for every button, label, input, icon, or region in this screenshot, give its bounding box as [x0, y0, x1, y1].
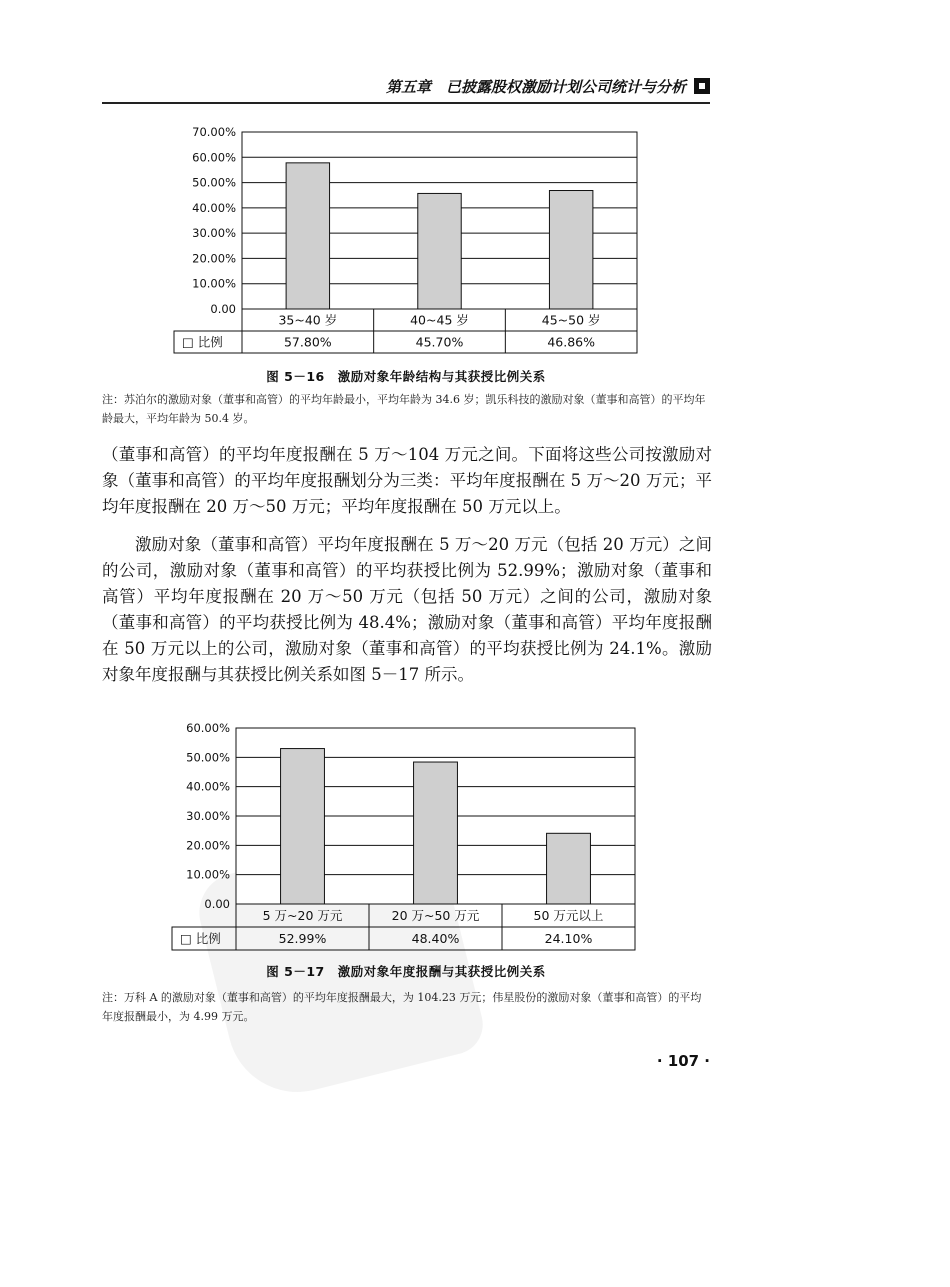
category-label: 40~45 岁	[410, 312, 469, 328]
bar	[281, 749, 325, 904]
data-label: 24.10%	[544, 931, 593, 946]
y-tick-label: 20.00%	[186, 838, 230, 853]
y-tick-label: 40.00%	[192, 200, 236, 215]
bar	[547, 833, 591, 904]
y-tick-label: 60.00%	[192, 150, 236, 165]
bar	[414, 762, 458, 904]
data-label: 45.70%	[415, 334, 464, 350]
legend-label: □ 比例	[182, 334, 223, 350]
data-label: 48.40%	[411, 931, 460, 946]
category-label: 5 万~20 万元	[262, 908, 343, 923]
figure-5-16-note: 注：苏泊尔的激励对象（董事和高管）的平均年龄最小，平均年龄为 34.6 岁；凯乐科技的激励对象（董事和高管）的平均年龄最大，平均年龄为 50.4 岁。	[102, 393, 706, 425]
bar	[549, 191, 592, 309]
y-tick-label: 30.00%	[192, 226, 236, 241]
category-label: 20 万~50 万元	[391, 908, 480, 923]
y-tick-label: 20.00%	[192, 251, 236, 266]
y-tick-label: 40.00%	[186, 779, 230, 794]
category-label: 35~40 岁	[278, 312, 338, 328]
y-tick-label: 70.00%	[192, 125, 236, 139]
chapter-header	[102, 74, 710, 104]
figure-5-16-caption: 图 5－16 激励对象年龄结构与其获授比例关系	[266, 369, 546, 384]
data-label: 52.99%	[278, 931, 327, 946]
category-label: 50 万元以上	[533, 908, 604, 923]
age-structure-chart	[160, 118, 680, 358]
bar	[418, 193, 461, 309]
data-label: 46.86%	[547, 334, 596, 350]
figure-5-17-caption: 图 5－17 激励对象年度报酬与其获授比例关系	[266, 964, 546, 979]
category-label: 45~50 岁	[541, 312, 601, 328]
y-tick-label: 60.00%	[186, 721, 230, 735]
data-label: 57.80%	[283, 334, 332, 350]
y-tick-label: 10.00%	[186, 867, 230, 882]
page-number: · 107 ·	[656, 1052, 710, 1070]
body-paragraph-2: 激励对象（董事和高管）平均年度报酬在 5 万～20 万元（包括 20 万元）之间的公司，激励对象（董事和高管）的平均获授比例为 52.99%；激励对象（董事和高管）平均年度报酬在 20 万～50 万元（包括 50 万元）之间的公司，激励对象（董事和高管）的平均获授比例为 48.4%；激励对象（董事和高管）平均年度报酬在 50 万元以上的公司，激励对象（董事和高管）的平均获授比例为 24.1%。激励对象年度报酬与其获授比例关系如图 5－17 所示。	[102, 535, 712, 684]
body-paragraph-1: （董事和高管）的平均年度报酬在 5 万～104 万元之间。下面将这些公司按激励对象（董事和高管）的平均年度报酬划分为三类：平均年度报酬在 5 万～20 万元；平均年度报酬在 20 万～50 万元；平均年度报酬在 50 万元以上。	[102, 445, 712, 516]
y-tick-label: 30.00%	[186, 809, 230, 823]
chapter-title: 第五章 已披露股权激励计划公司统计与分析	[385, 77, 686, 96]
y-tick-label: 10.00%	[192, 276, 236, 291]
y-tick-label: 50.00%	[186, 750, 230, 765]
y-tick-label: 0.00	[204, 897, 230, 911]
square-marker-icon	[694, 78, 710, 94]
y-tick-label: 50.00%	[192, 175, 236, 190]
figure-5-17-note: 注：万科 A 的激励对象（董事和高管）的平均年度报酬最大，为 104.23 万元；伟星股份的激励对象（董事和高管）的平均年度报酬最小，为 4.99 万元。	[102, 991, 702, 1023]
legend-label: □ 比例	[180, 931, 221, 946]
annual-pay-chart	[160, 714, 680, 954]
y-tick-label: 0.00	[210, 302, 236, 316]
bar	[286, 163, 329, 309]
